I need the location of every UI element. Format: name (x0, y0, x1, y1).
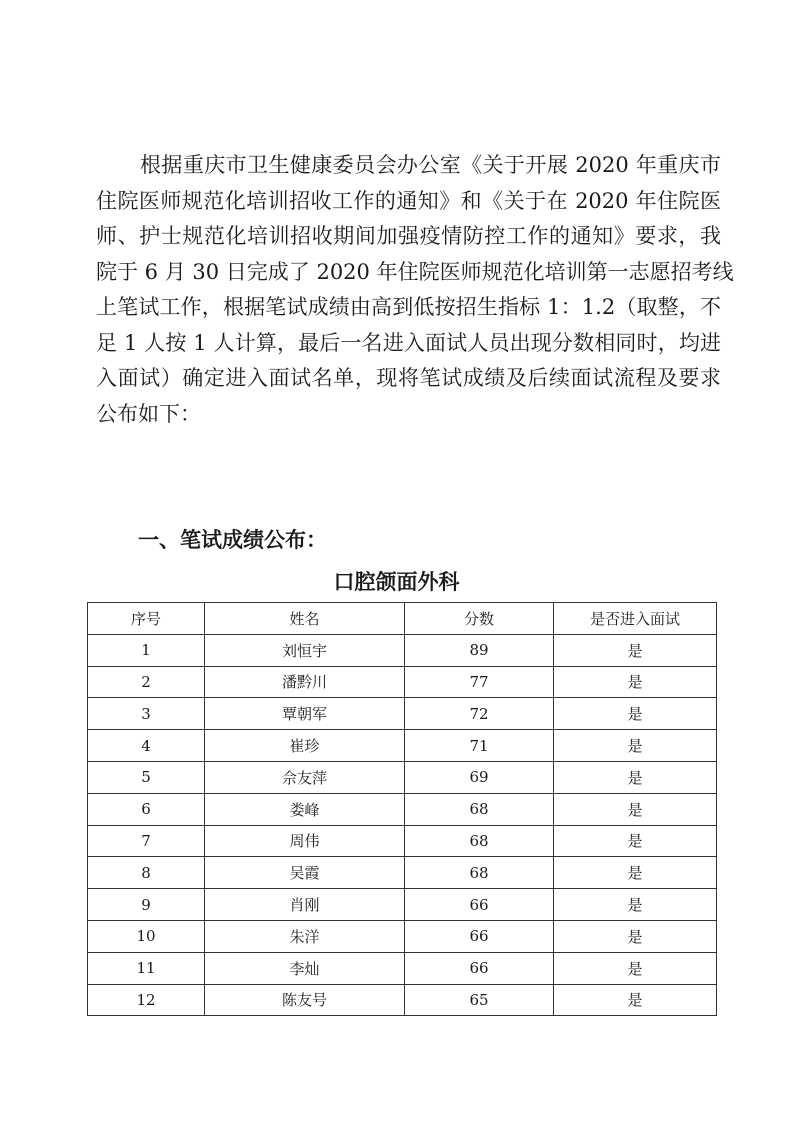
cell-name: 娄峰 (205, 793, 405, 825)
cell-interview: 是 (554, 730, 717, 762)
cell-interview: 是 (554, 984, 717, 1016)
table-row (88, 889, 717, 921)
intro-line: 足 1 人按 1 人计算，最后一名进入面试人员出现分数相同时，均进 (96, 330, 721, 355)
cell-name: 刘恒宇 (205, 634, 405, 666)
cell-name: 崔珍 (205, 730, 405, 762)
cell-name: 朱洋 (205, 920, 405, 952)
cell-score: 68 (405, 857, 554, 889)
cell-interview: 是 (554, 634, 717, 666)
cell-interview: 是 (554, 666, 717, 698)
cell-score: 89 (405, 634, 554, 666)
cell-name: 李灿 (205, 952, 405, 984)
cell-index: 9 (88, 889, 205, 921)
cell-index: 8 (88, 857, 205, 889)
cell-index: 3 (88, 698, 205, 730)
table-row (88, 634, 717, 666)
cell-index: 5 (88, 761, 205, 793)
table-row (88, 761, 717, 793)
cell-score: 66 (405, 920, 554, 952)
table-row (88, 825, 717, 857)
cell-index: 6 (88, 793, 205, 825)
cell-name: 潘黔川 (205, 666, 405, 698)
table-header-row (88, 603, 717, 635)
intro-line: 师、护士规范化培训招收期间加强疫情防控工作的通知》要求，我 (96, 224, 721, 248)
header-index: 序号 (88, 603, 205, 635)
cell-name: 肖刚 (205, 889, 405, 921)
table-title: 口腔颌面外科 (333, 569, 460, 594)
cell-name: 周伟 (205, 825, 405, 857)
cell-index: 12 (88, 984, 205, 1016)
intro-line: 院于 6 月 30 日完成了 2020 年住院医师规范化培训第一志愿招考线 (96, 259, 734, 284)
cell-interview: 是 (554, 825, 717, 857)
cell-score: 77 (405, 666, 554, 698)
table-row (88, 857, 717, 889)
cell-interview: 是 (554, 857, 717, 889)
intro-line: 根据重庆市卫生健康委员会办公室《关于开展 2020 年重庆市 (140, 153, 721, 177)
section-heading: 一、笔试成绩公布： (138, 527, 327, 552)
cell-interview: 是 (554, 761, 717, 793)
cell-score: 68 (405, 793, 554, 825)
cell-index: 10 (88, 920, 205, 952)
header-score: 分数 (405, 603, 554, 635)
table-row (88, 952, 717, 984)
header-interview: 是否进入面试 (554, 603, 717, 635)
cell-index: 2 (88, 666, 205, 698)
cell-index: 7 (88, 825, 205, 857)
intro-line: 住院医师规范化培训招收工作的通知》和《关于在 2020 年住院医 (96, 188, 721, 213)
intro-line: 上笔试工作，根据笔试成绩由高到低按招生指标 1：1.2（取整，不 (96, 295, 721, 319)
cell-score: 71 (405, 730, 554, 762)
cell-index: 4 (88, 730, 205, 762)
cell-interview: 是 (554, 889, 717, 921)
intro-line: 入面试）确定进入面试名单，现将笔试成绩及后续面试流程及要求 (96, 366, 721, 390)
cell-interview: 是 (554, 698, 717, 730)
table-row (88, 730, 717, 762)
intro-line: 公布如下： (96, 401, 201, 426)
cell-interview: 是 (554, 920, 717, 952)
intro-paragraph (96, 148, 734, 432)
cell-index: 1 (88, 634, 205, 666)
cell-index: 11 (88, 952, 205, 984)
cell-name: 佘友萍 (205, 761, 405, 793)
scores-table (87, 602, 717, 1016)
cell-name: 吴霞 (205, 857, 405, 889)
cell-score: 66 (405, 889, 554, 921)
table-row (88, 984, 717, 1016)
cell-interview: 是 (554, 793, 717, 825)
cell-score: 68 (405, 825, 554, 857)
cell-score: 65 (405, 984, 554, 1016)
table-row (88, 920, 717, 952)
cell-score: 72 (405, 698, 554, 730)
header-name: 姓名 (205, 603, 405, 635)
table-row (88, 666, 717, 698)
table-row (88, 793, 717, 825)
cell-name: 覃朝军 (205, 698, 405, 730)
cell-interview: 是 (554, 952, 717, 984)
table-row (88, 698, 717, 730)
cell-score: 69 (405, 761, 554, 793)
cell-name: 陈友号 (205, 984, 405, 1016)
cell-score: 66 (405, 952, 554, 984)
